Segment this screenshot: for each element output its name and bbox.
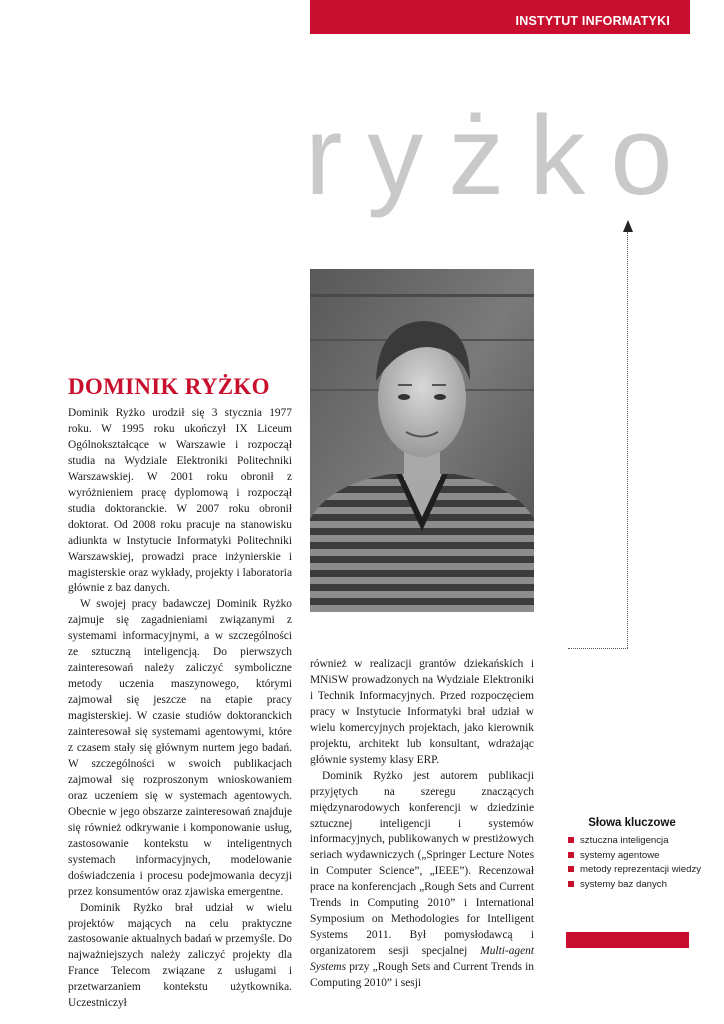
person-name: DOMINIK RYŻKO xyxy=(68,374,270,399)
bio-paragraph: W swojej pracy badawczej Dominik Ryżko zajmuje się zagadnieniami związanymi z systemami informacyjnymi, a w szczególności ze sztuczną inteligencją. Do pierwszych zainteresowań należy zaliczyć symboliczne metody uczenia maszynowego, którymi zajmował się jeszcze na etapie pracy magisterskiej. W czasie studiów doktoranckich zainteresował się systemami agentowymi, które z czasem stały się głównym nurtem jego badań. W szczególności w swoich publikacjach zajmował się rozproszonym wnioskowaniem oraz uczeniem się w systemach agentowych. Obecnie w jego obszarze zainteresowań znajduje się również odkrywanie i komponowanie usług, zastosowanie kontekstu w inteligentnych systemach informacyjnych, modelowanie doświadczenia i procesu podejmowania decyzji przez konsumentów oraz zjawiska emergentne. xyxy=(68,598,292,898)
bio-column-right xyxy=(310,657,534,992)
keyword-label: sztuczna inteligencja xyxy=(580,835,669,846)
arrow-up-icon xyxy=(623,220,633,232)
portrait-photo xyxy=(310,269,534,612)
bio-emphasis: Multi-agent Systems xyxy=(310,945,534,974)
square-bullet-icon xyxy=(568,881,574,887)
keyword-label: metody reprezentacji wiedzy xyxy=(580,864,702,875)
keyword-item xyxy=(566,850,708,862)
header-bar xyxy=(310,0,690,34)
keywords-list xyxy=(566,835,708,890)
keyword-item xyxy=(566,864,708,876)
square-bullet-icon xyxy=(568,866,574,872)
decorative-surname: ryżko xyxy=(305,93,698,218)
bio-text: Dominik Ryżko jest autorem publikacji przyjętych na szeregu znaczących międzynarodowych konferencji w dziedzinie sztucznej inteligencji i systemów informacyjnych, publikowanych w prestiżowych seriach wydawniczych („Springer Lecture Notes in Computer Science”, „IEEE”). Recenzował prace na konferencjach „Rough Sets and Current Trends in Computing 2010” i International Symposium on Methodologies for Intelligent Systems 2011. Był pomysłodawcą i organizatorem sesji specjalnej xyxy=(310,769,534,958)
keyword-item xyxy=(566,879,708,891)
bio-paragraph: również w realizacji grantów dziekańskich i MNiSW prowadzonych na Wydziale Elektroniki i Technik Informacyjnych. Przed rozpoczęciem pracy w Instytucie Informatyki brał udział w wielu komercyjnych projektach, jako kierownik projektu, architekt lub konsultant, wdrażając głównie systemy klasy ERP. xyxy=(310,658,534,766)
square-bullet-icon xyxy=(568,837,574,843)
bio-column-left xyxy=(68,406,292,1012)
keyword-item xyxy=(566,835,708,847)
bio-text: przy „Rough Sets and Current Trends in Computing 2010” i sesji xyxy=(310,961,534,990)
square-bullet-icon xyxy=(568,852,574,858)
bio-paragraph xyxy=(310,769,534,992)
dotted-guide-vertical xyxy=(627,232,628,648)
keywords-title: Słowa kluczowe xyxy=(588,817,676,829)
dotted-guide-horizontal xyxy=(568,648,628,649)
bio-paragraph: Dominik Ryżko brał udział w wielu projektów mających na celu praktyczne zastosowanie aktualnych badań w przemyśle. Do najważniejszych należy zaliczyć projekty dla France Telecom związane z usługami i przetwarzaniem kontekstu użytkownika. Uczestniczył xyxy=(68,901,292,1010)
keyword-label: systemy baz danych xyxy=(580,878,667,890)
keywords-box xyxy=(566,817,708,893)
bio-paragraph: Dominik Ryżko urodził się 3 stycznia 1977 roku. W 1995 roku ukończył IX Liceum Ogólnokształcące w Warszawie i rozpoczął studia na Wydziale Elektroniki Politechniki Warszawskiej. W 2001 roku obronił z wyróżnieniem pracę dyplomową i rozpoczął studia doktoranckie. W 2007 roku obronił doktorat. Od 2008 roku pracuje na stanowisku adiunkta w Instytucie Informatyki Politechniki Warszawskiej, prowadzi prace inżynierskie i magisterskie oraz wykłady, projekty i laboratoria głównie z baz danych. xyxy=(68,407,292,595)
header-label: INSTYTUT INFORMATYKI xyxy=(515,14,670,28)
keyword-label: systemy agentowe xyxy=(580,849,660,861)
footer-accent-bar xyxy=(566,932,689,948)
